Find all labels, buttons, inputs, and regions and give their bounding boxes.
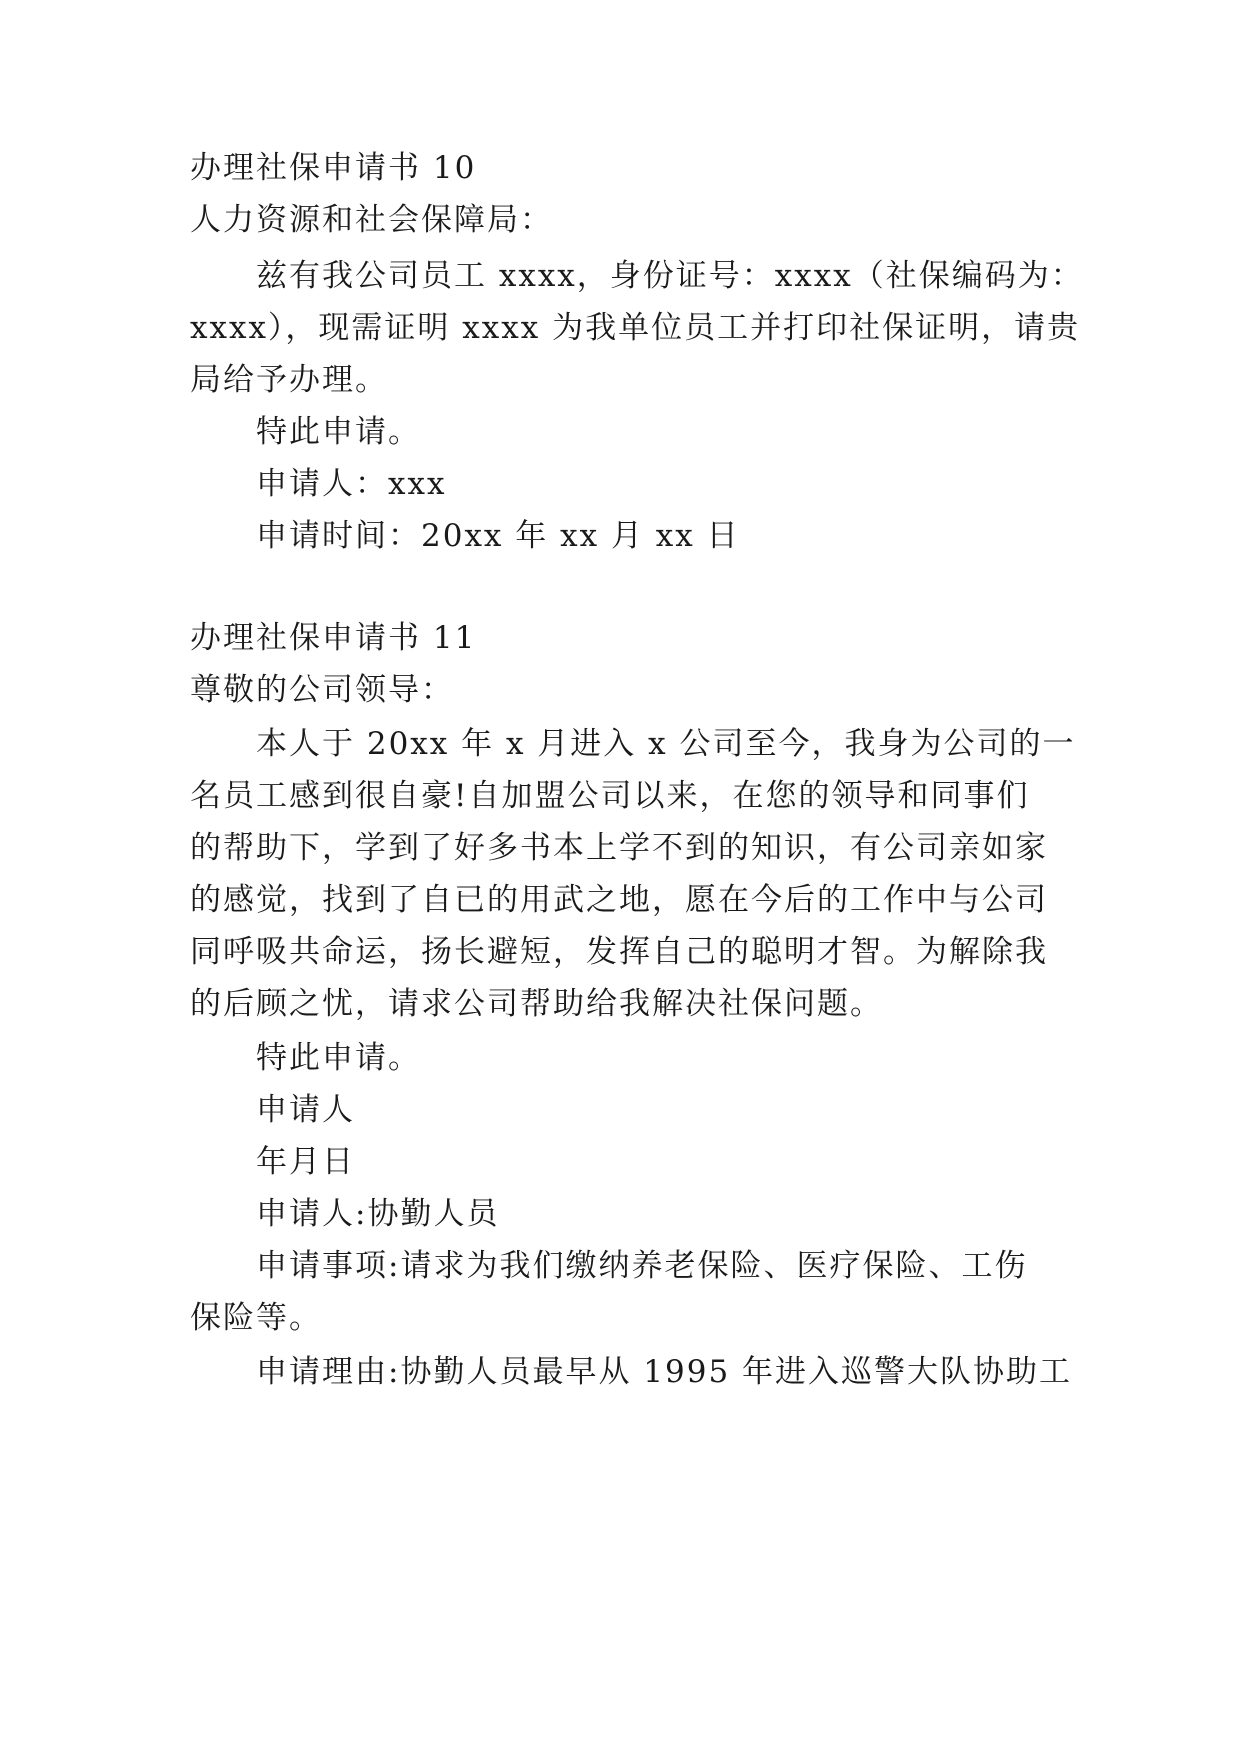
- section-10-body-line: 局给予办理。: [190, 362, 388, 398]
- section-11-body-line: 名员工感到很自豪!自加盟公司以来，在您的领导和同事们: [190, 778, 1030, 814]
- section-11-applicant-2: 申请人:协勤人员: [256, 1196, 500, 1232]
- section-10-applicant: 申请人：xxx: [256, 466, 447, 502]
- section-10-title: 办理社保申请书 10: [190, 150, 477, 186]
- section-11-body-line: 同呼吸共命运，扬长避短，发挥自己的聪明才智。为解除我: [190, 934, 1048, 970]
- section-11-title: 办理社保申请书 11: [190, 620, 477, 656]
- section-11-body-line: 的感觉，找到了自已的用武之地，愿在今后的工作中与公司: [190, 882, 1048, 918]
- section-11-body-line: 本人于 20xx 年 x 月进入 x 公司至今，我身为公司的一: [256, 726, 1076, 762]
- section-11-applicant: 申请人: [256, 1092, 355, 1128]
- section-10-closing: 特此申请。: [256, 414, 421, 450]
- section-11-closing: 特此申请。: [256, 1040, 421, 1076]
- section-11-matter-line: 保险等。: [190, 1300, 322, 1336]
- section-11-matter-line: 申请事项:请求为我们缴纳养老保险、医疗保险、工伤: [256, 1248, 1028, 1284]
- section-11-salutation: 尊敬的公司领导：: [190, 672, 454, 708]
- section-11-body-line: 的帮助下，学到了好多书本上学不到的知识，有公司亲如家: [190, 830, 1048, 866]
- section-11-body-line: 的后顾之忧，请求公司帮助给我解决社保问题。: [190, 986, 883, 1022]
- section-11-reason: 申请理由:协勤人员最早从 1995 年进入巡警大队协助工: [256, 1354, 1073, 1390]
- section-11-date: 年月日: [256, 1144, 355, 1180]
- section-10-body-line: xxxx），现需证明 xxxx 为我单位员工并打印社保证明，请贵: [190, 310, 1081, 346]
- section-10-salutation: 人力资源和社会保障局：: [190, 202, 553, 238]
- section-10-body-line: 兹有我公司员工 xxxx，身份证号：xxxx（社保编码为：: [256, 258, 1084, 294]
- section-10-date: 申请时间：20xx 年 xx 月 xx 日: [256, 518, 740, 554]
